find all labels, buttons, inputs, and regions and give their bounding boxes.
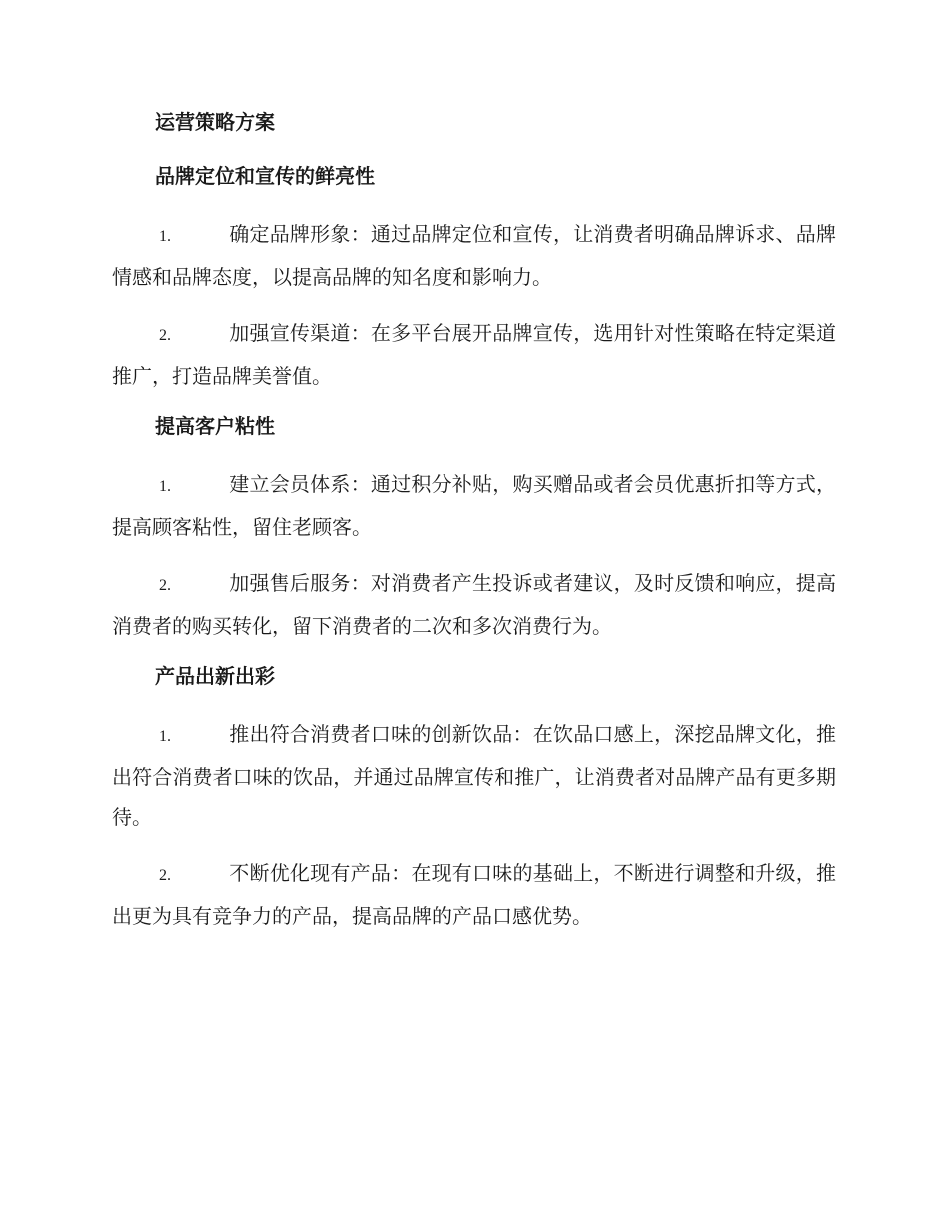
list-number: 2.: [159, 327, 171, 344]
list-item: [112, 464, 836, 547]
list-item-text: 加强宣传渠道：在多平台展开品牌宣传，选用针对性策略在特定渠道推广，打造品牌美誉值。: [112, 321, 836, 388]
document-page: [112, 108, 836, 952]
list-number: 1.: [159, 728, 171, 745]
list-number: 2.: [159, 577, 171, 594]
list-item-text: 不断优化现有产品：在现有口味的基础上，不断进行调整和升级，推出更为具有竞争力的产品，提高品牌的产品口感优势。: [112, 861, 836, 928]
list-number: 1.: [159, 478, 171, 495]
list-item: [112, 853, 836, 936]
list-item: [112, 313, 836, 396]
list-item-text: 确定品牌形象：通过品牌定位和宣传，让消费者明确品牌诉求、品牌情感和品牌态度，以提高品牌的知名度和影响力。: [112, 222, 836, 289]
list-number: 2.: [159, 867, 171, 884]
list-item: [112, 214, 836, 297]
list-item: [112, 563, 836, 646]
list-item-text: 加强售后服务：对消费者产生投诉或者建议，及时反馈和响应，提高消费者的购买转化，留下消费者的二次和多次消费行为。: [112, 571, 836, 638]
section-heading-customer: 提高客户粘性: [155, 414, 275, 438]
section-heading-product: 产品出新出彩: [155, 664, 275, 688]
list-item: [112, 714, 836, 837]
list-item-text: 建立会员体系：通过积分补贴，购买赠品或者会员优惠折扣等方式，提高顾客粘性，留住老顾客。: [112, 472, 836, 539]
document-title: 运营策略方案: [155, 110, 275, 134]
list-number: 1.: [159, 228, 171, 245]
section-heading-brand: 品牌定位和宣传的鲜亮性: [155, 164, 375, 188]
list-item-text: 推出符合消费者口味的创新饮品：在饮品口感上，深挖品牌文化，推出符合消费者口味的饮品，并通过品牌宣传和推广，让消费者对品牌产品有更多期待。: [112, 722, 836, 829]
